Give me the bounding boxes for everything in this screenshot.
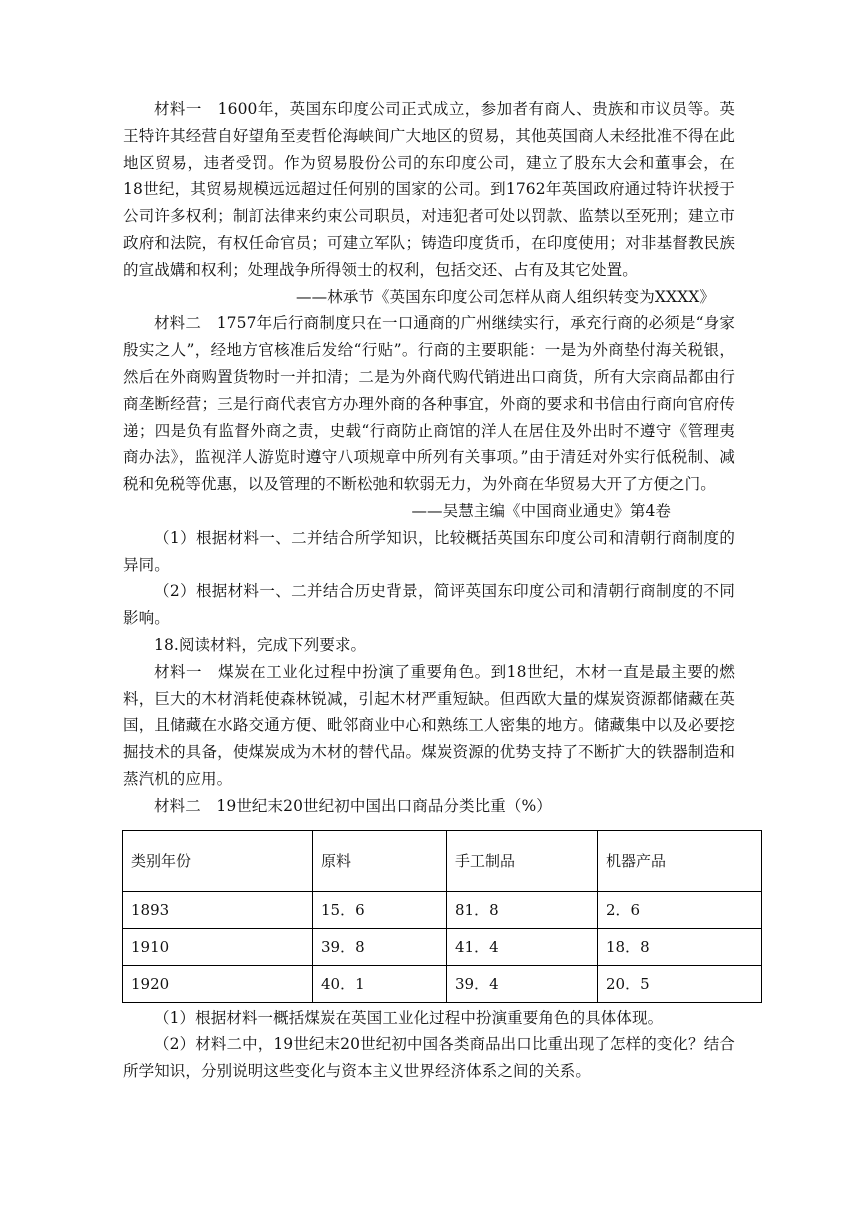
exam-content xyxy=(123,96,735,1085)
q17-question-two: （2）根据材料一、二并结合历史背景，简评英国东印度公司和清朝行商制度的不同影响。 xyxy=(123,582,735,628)
cell-year: 1910 xyxy=(123,928,313,965)
cell-machine-products: 18．8 xyxy=(598,928,762,965)
cell-raw-materials: 39．8 xyxy=(313,928,447,965)
export-share-table xyxy=(122,830,762,1003)
cell-year: 1893 xyxy=(123,891,313,928)
q17-question-one: （1）根据材料一、二并结合所学知识，比较概括英国东印度公司和清朝行商制度的异同。 xyxy=(123,528,735,574)
q17-source-two: ——吴慧主编《中国商业通史》第4卷 xyxy=(411,501,671,520)
table-row xyxy=(123,965,762,1002)
header-cell-category-year: 类别年份 xyxy=(123,830,313,891)
table-row xyxy=(123,928,762,965)
q18-material-one: 材料一 煤炭在工业化过程中扮演了重要角色。到18世纪，木材一直是最主要的燃料，巨大的木材消耗使森林锐减，引起木材严重短缺。但西欧大量的煤炭资源都储藏在英国，且储藏在水路交通方便、毗邻商业中心和熟练工人密集的地方。储藏集中以及必要挖掘技术的具备，使煤炭成为木材的替代品。煤炭资源的优势支持了不断扩大的铁器制造和蒸汽机的应用。 xyxy=(123,662,735,788)
q18-intro: 18.阅读材料，完成下列要求。 xyxy=(154,635,367,654)
q18-material-two-title: 材料二 19世纪末20世纪初中国出口商品分类比重（%） xyxy=(154,796,552,815)
cell-handicrafts: 39．4 xyxy=(447,965,598,1002)
cell-handicrafts: 81．8 xyxy=(447,891,598,928)
q17-material-two: 材料二 1757年后行商制度只在一口通商的广州继续实行，承充行商的必须是“身家殷实之人”，经地方官核准后发给“行贴”。行商的主要职能：一是为外商垫付海关税银，然后在外商购置货物时一并扣清；二是为外商代购代销进出口商货，所有大宗商品都由行商垄断经营；三是行商代表官方办理外商的各种事宜，外商的要求和书信由行商向官府传递；四是负有监督外商之责，史载“行商防止商馆的洋人在居住及外出时不遵守《管理夷商办法》，监视洋人游览时遵守八项规章中所列有关事项。”由于清廷对外实行低税制、减税和免税等优惠，以及管理的不断松弛和软弱无力，为外商在华贸易大开了方便之门。 xyxy=(123,314,735,494)
q17-material-one: 材料一 1600年，英国东印度公司正式成立，参加者有商人、贵族和市议员等。英王特许其经营自好望角至麦哲伦海峡间广大地区的贸易，其他英国商人未经批准不得在此地区贸易，违者受罚。作为贸易股份公司的东印度公司，建立了股东大会和董事会，在18世纪，其贸易规模远远超过任何别的国家的公司。到1762年英国政府通过特许状授于公司许多权利；制訂法律来约束公司职员，对违犯者可处以罚款、监禁以至死刑；建立市政府和法院，有权任命官员；可建立军队；铸造印度货币，在印度使用；对非基督教民族的宣战媾和权利；处理战争所得领士的权利，包括交还、占有及其它处置。 xyxy=(123,100,735,279)
q18-question-two: （2）材料二中，19世纪末20世纪初中国各类商品出口比重出现了怎样的变化？结合所学知识，分别说明这些变化与资本主义世界经济体系之间的关系。 xyxy=(123,1035,735,1081)
header-cell-raw-materials: 原料 xyxy=(313,830,447,891)
cell-raw-materials: 40．1 xyxy=(313,965,447,1002)
header-cell-machine-products: 机器产品 xyxy=(598,830,762,891)
table-header-row xyxy=(123,830,762,891)
q17-source-one: ——林承节《英国东印度公司怎样从商人组织转变为XXXX》 xyxy=(296,287,715,306)
cell-machine-products: 2．6 xyxy=(598,891,762,928)
cell-raw-materials: 15．6 xyxy=(313,891,447,928)
cell-machine-products: 20．5 xyxy=(598,965,762,1002)
cell-year: 1920 xyxy=(123,965,313,1002)
header-cell-handicrafts: 手工制品 xyxy=(447,830,598,891)
cell-handicrafts: 41．4 xyxy=(447,928,598,965)
q18-question-one: （1）根据材料一概括煤炭在英国工业化过程中扮演重要角色的具体体现。 xyxy=(154,1008,664,1027)
table-row xyxy=(123,891,762,928)
